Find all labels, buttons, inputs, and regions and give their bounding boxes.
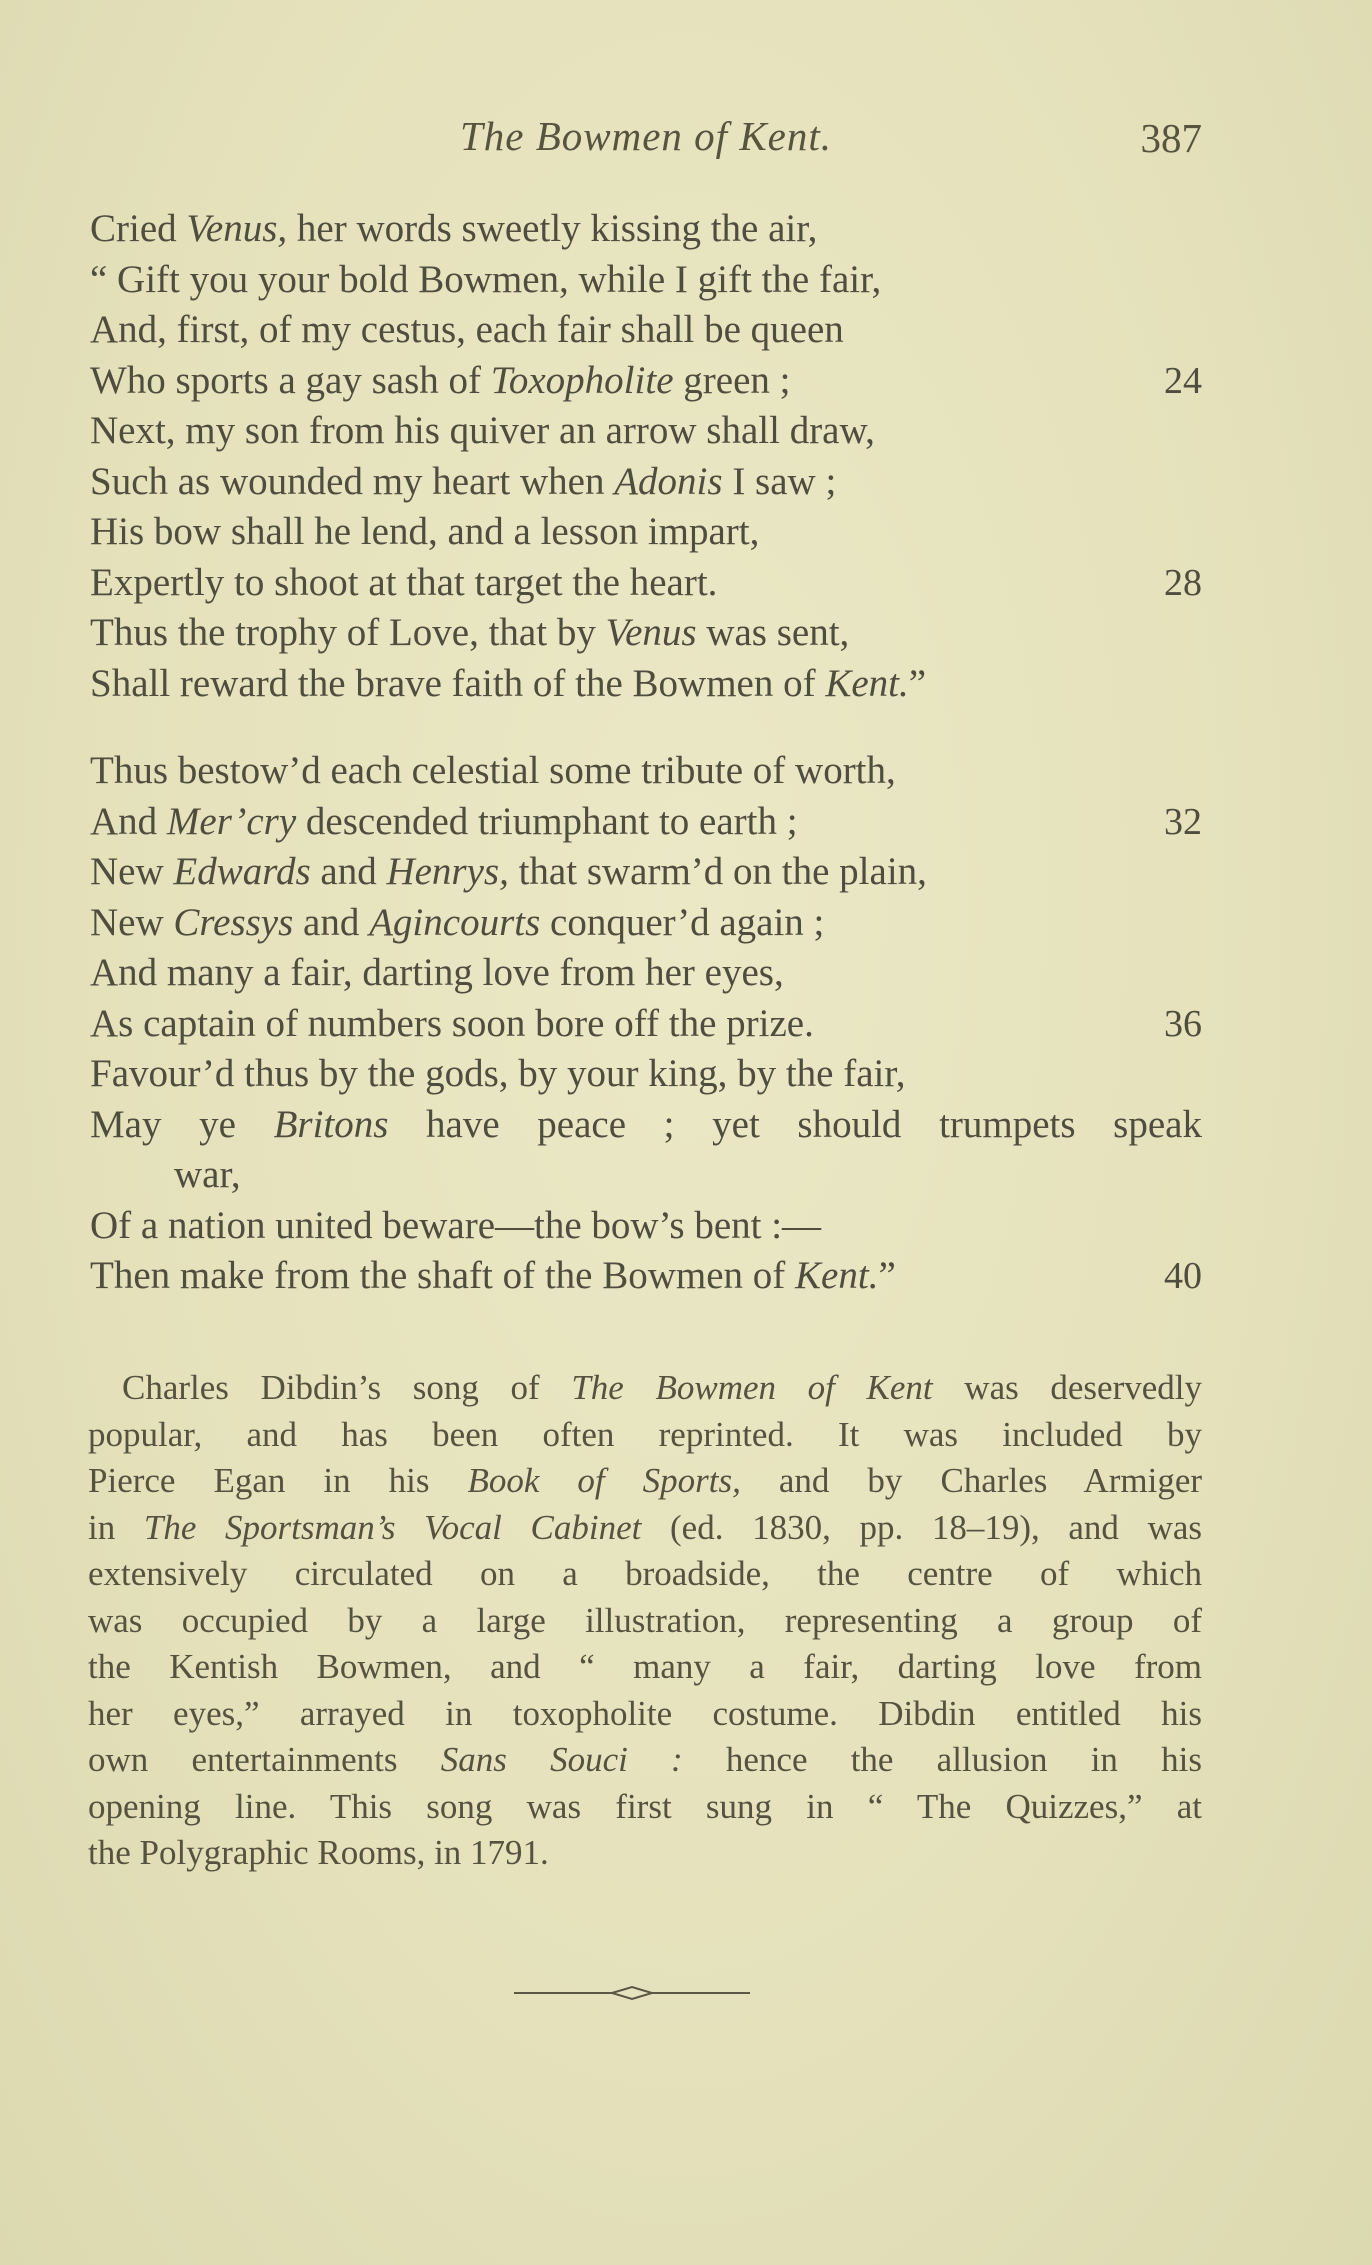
- ornamental-divider: [512, 1984, 752, 2002]
- verse-line: Then make from the shaft of the Bowmen of Kent.” 40: [90, 1251, 1202, 1302]
- verse-line: “ Gift you your bold Bowmen, while I gift the fair,: [90, 257, 882, 301]
- editorial-note: [88, 1365, 1202, 1877]
- note-line: in The Sportsman’s Vocal Cabinet (ed. 1830, pp. 18–19), and was: [88, 1507, 1202, 1547]
- verse-line: And Mer’cry descended triumphant to earth ; 32: [90, 797, 1202, 848]
- line-number: 32: [1164, 800, 1202, 843]
- page-header: [90, 112, 1202, 172]
- poem-stanza-1: [90, 204, 1202, 709]
- verse-line: New Edwards and Henrys, that swarm’d on the plain,: [90, 850, 927, 893]
- poem-stanza-2: [90, 746, 1202, 1302]
- note-line: own entertainments Sans Souci : hence the allusion in his: [88, 1740, 1202, 1779]
- line-number: 28: [1164, 561, 1202, 604]
- verse-line: Favour’d thus by the gods, by your king, by the fair,: [90, 1052, 906, 1095]
- verse-line: Thus bestow’d each celestial some tribute of worth,: [90, 749, 896, 792]
- line-number: 40: [1164, 1255, 1202, 1297]
- note-line: Pierce Egan in his Book of Sports, and by Charles Armiger: [88, 1461, 1202, 1500]
- verse-line-continuation: war,: [174, 1153, 241, 1196]
- note-line: popular, and has been often reprinted. It was included by: [88, 1414, 1202, 1454]
- verse-line: As captain of numbers soon bore off the prize. 36: [90, 999, 1202, 1050]
- verse-line: Of a nation united beware—the bow’s bent :—: [90, 1203, 822, 1247]
- verse-line: And many a fair, darting love from her eyes,: [90, 951, 784, 994]
- note-line: extensively circulated on a broadside, the centre of which: [88, 1554, 1202, 1593]
- verse-line: Expertly to shoot at that target the heart. 28: [90, 558, 1202, 609]
- page-number: 387: [1140, 115, 1202, 161]
- note-line: was occupied by a large illustration, representing a group of: [88, 1600, 1202, 1640]
- verse-line: Who sports a gay sash of Toxopholite green ; 24: [90, 356, 1202, 407]
- note-line: her eyes,” arrayed in toxopholite costume. Dibdin entitled his: [88, 1693, 1202, 1733]
- verse-line: His bow shall he lend, and a lesson impart,: [90, 510, 760, 553]
- verse-line: Shall reward the brave faith of the Bowmen of Kent.”: [90, 661, 927, 705]
- verse-line: Thus the trophy of Love, that by Venus was sent,: [90, 611, 850, 654]
- verse-line: Such as wounded my heart when Adonis I saw ;: [90, 459, 837, 503]
- verse-line: And, first, of my cestus, each fair shall be queen: [90, 308, 844, 351]
- line-number: 36: [1164, 1002, 1202, 1045]
- note-line: Charles Dibdin’s song of The Bowmen of Kent was deservedly: [122, 1368, 1202, 1407]
- verse-line: Next, my son from his quiver an arrow shall draw,: [90, 409, 875, 452]
- note-line: the Kentish Bowmen, and “ many a fair, darting love from: [88, 1647, 1202, 1686]
- note-line: the Polygraphic Rooms, in 1791.: [88, 1833, 549, 1872]
- line-number: 24: [1164, 359, 1202, 402]
- verse-line: New Cressys and Agincourts conquer’d again ;: [90, 900, 825, 944]
- running-title: The Bowmen of Kent.: [459, 113, 833, 159]
- verse-line: May ye Britons have peace ; yet should trumpets speak: [90, 1102, 1202, 1146]
- verse-line: Cried Venus, her words sweetly kissing the air,: [90, 207, 818, 250]
- note-line: opening line. This song was first sung in “ The Quizzes,” at: [88, 1786, 1202, 1826]
